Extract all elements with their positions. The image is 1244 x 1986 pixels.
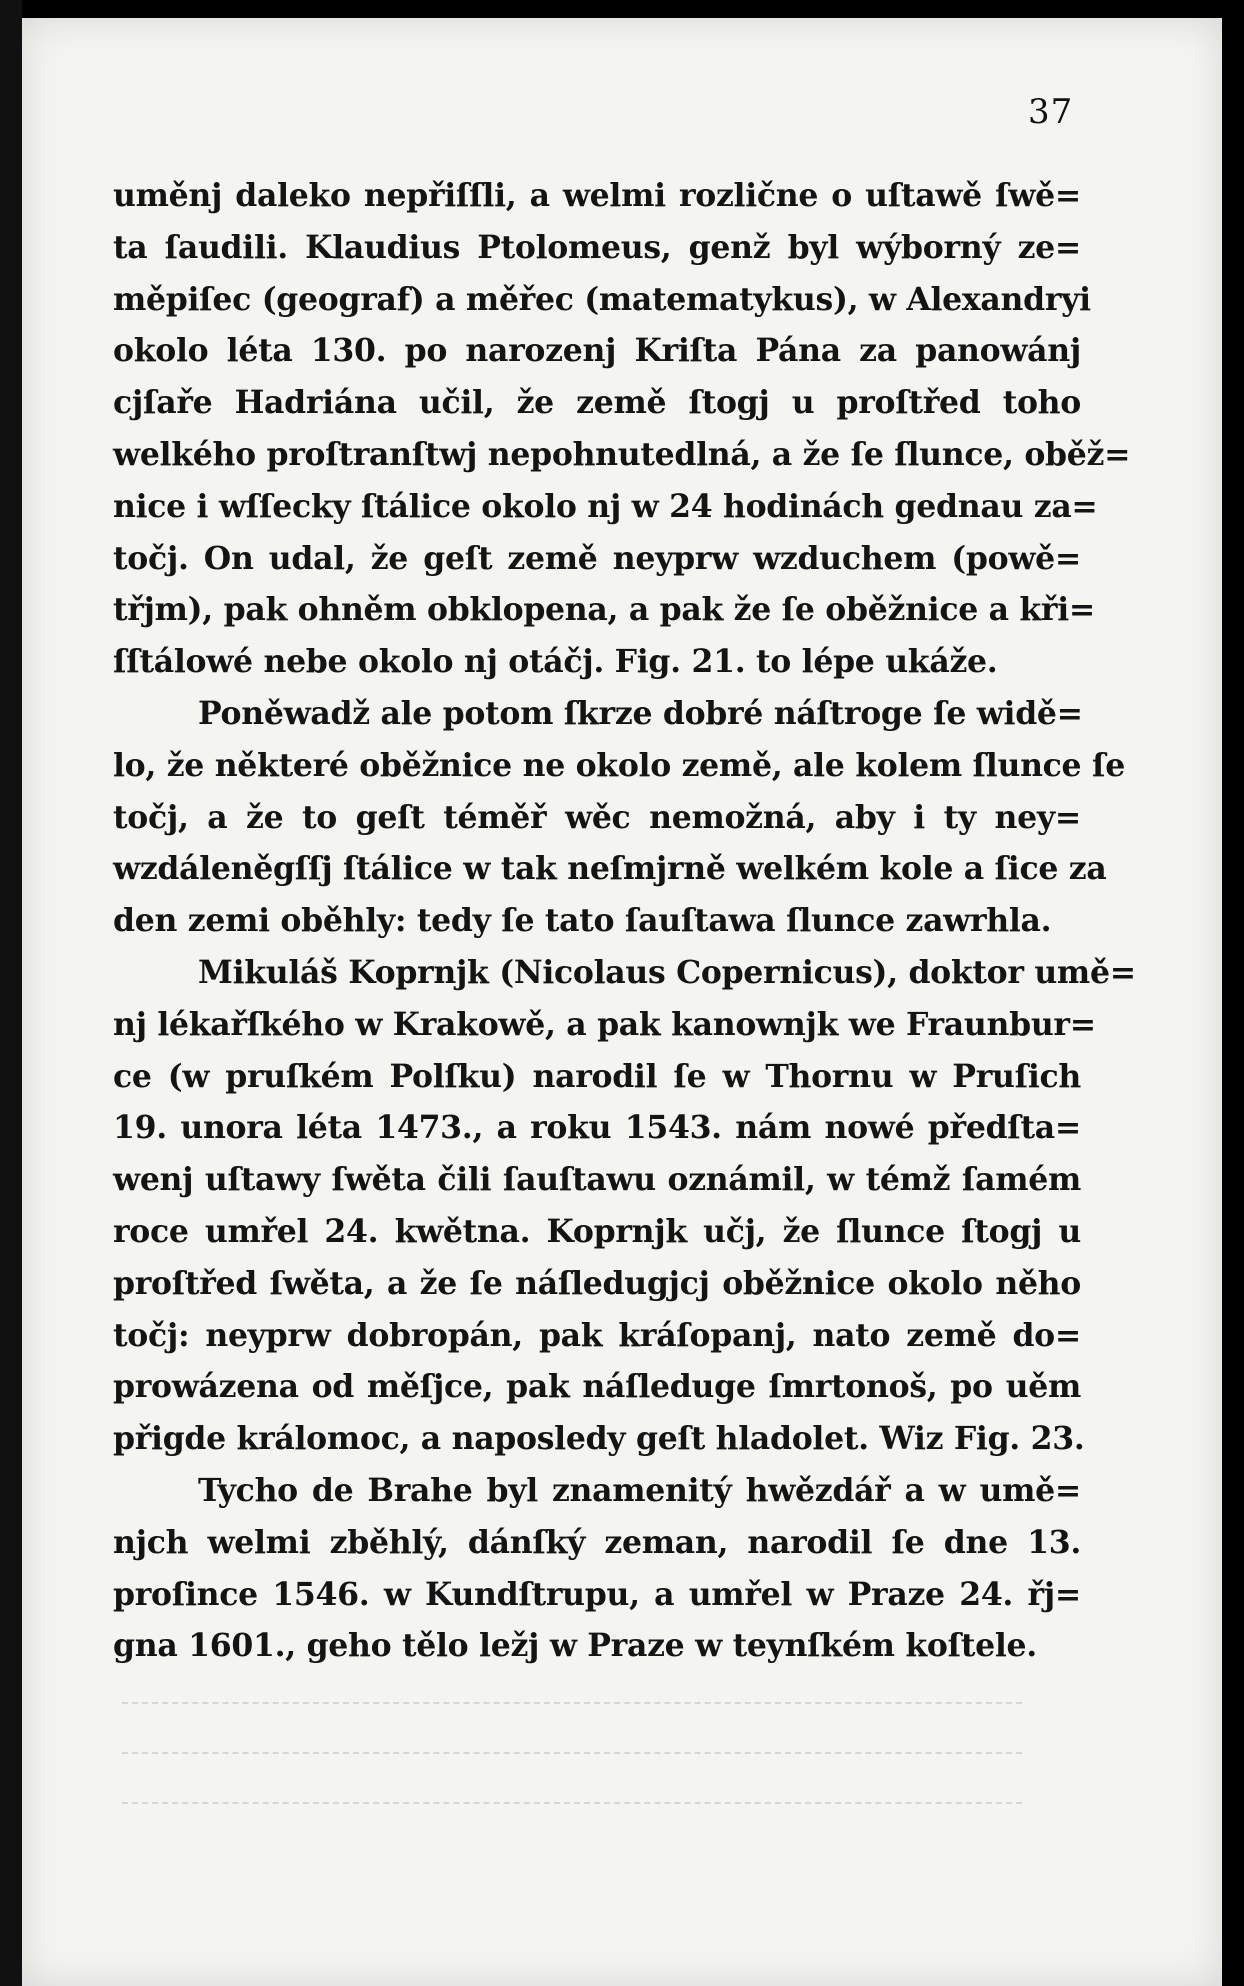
text-line: lo, že některé oběžnice ne okolo země, ale kolem ſlunce ſe — [113, 746, 1125, 784]
text-line: nice i wſſecky ſtálice okolo nj w 24 hodinách gednau za= — [113, 487, 1098, 525]
text-line: wenj uſtawy ſwěta čili ſauſtawu oznámil, w témž ſamém — [113, 1161, 1081, 1199]
text-line: wzdáleněgſſj ſtálice w tak neſmjrně welkém kole a ſice za — [113, 850, 1107, 888]
text-line: Mikuláš Koprnjk (Nicolaus Copernicus), doktor umě= — [198, 953, 1136, 991]
text-line: točj: neyprw dobropán, pak kráſopanj, nato země do= — [113, 1316, 1081, 1354]
text-line: proſtřed ſwěta, a že ſe náſledugjcj oběžnice okolo něho — [113, 1264, 1081, 1302]
text-line: točj. On udal, že geſt země neyprw wzduchem (powě= — [113, 539, 1081, 577]
text-line: cjſaře Hadriána učil, že země ſtogj u proſtřed toho — [113, 384, 1081, 422]
text-line: ta ſaudili. Klaudius Ptolomeus, genž byl wýborný ze= — [113, 228, 1081, 266]
text-line: točj, a že to geſt téměř wěc nemožná, aby i ty ney= — [113, 798, 1081, 836]
text-line: Poněwadž ale potom ſkrze dobré náſtroge ſe widě= — [198, 694, 1083, 732]
text-line: nj lékařſkého w Krakowě, a pak kanownjk we Fraunbur= — [113, 1005, 1096, 1043]
text-line: uměnj daleko nepřiſſli, a welmi rozlične o uſtawě ſwě= — [113, 177, 1081, 214]
text-line: okolo léta 130. po narozenj Kriſta Pána za panowánj — [113, 332, 1081, 370]
text-line: třjm), pak ohněm obklopena, a pak že ſe oběžnice a kři= — [113, 591, 1095, 629]
text-line: ſſtálowé nebe okolo nj otáčj. Fig. 21. to lépe ukáže. — [113, 643, 998, 681]
page-number: 37 — [1028, 92, 1074, 132]
text-line: Tycho de Brahe byl znamenitý hwězdář a w umě= — [198, 1471, 1081, 1509]
text-line: roce umřel 24. kwětna. Koprnjk učj, že ſlunce ſtogj u — [113, 1212, 1081, 1250]
text-line: njch welmi zběhlý, dánſký zeman, narodil ſe dne 13. — [113, 1523, 1081, 1561]
text-line: přigde králomoc, a naposledy geſt hladolet. Wiz Fig. 23. — [113, 1420, 1085, 1458]
body-text — [113, 170, 1136, 1672]
text-line: gna 1601., geho tělo ležj w Praze w teynſkém koſtele. — [113, 1627, 1037, 1665]
text-line: proſince 1546. w Kundſtrupu, a umřel w Praze 24. řj= — [113, 1575, 1081, 1613]
text-line: den zemi oběhly: tedy ſe tato ſauſtawa ſlunce zawrhla. — [113, 902, 1052, 940]
text-line: welkého proſtranſtwj nepohnutedlná, a že ſe ſlunce, oběž= — [113, 435, 1131, 473]
text-line: prowázena od měſjce, pak náſleduge ſmrtonoš, po uěm — [113, 1368, 1081, 1406]
scan-left-edge — [0, 0, 22, 1986]
text-line: 19. unora léta 1473., a roku 1543. nám nowé předſta= — [113, 1109, 1081, 1147]
text-line: měpiſec (geograf) a měřec (matematykus), w Alexandryi — [113, 280, 1091, 318]
text-line: ce (w pruſkém Polſku) narodil ſe w Thornu w Pruſich — [113, 1057, 1081, 1095]
bleed-through-text — [122, 1658, 1022, 1788]
